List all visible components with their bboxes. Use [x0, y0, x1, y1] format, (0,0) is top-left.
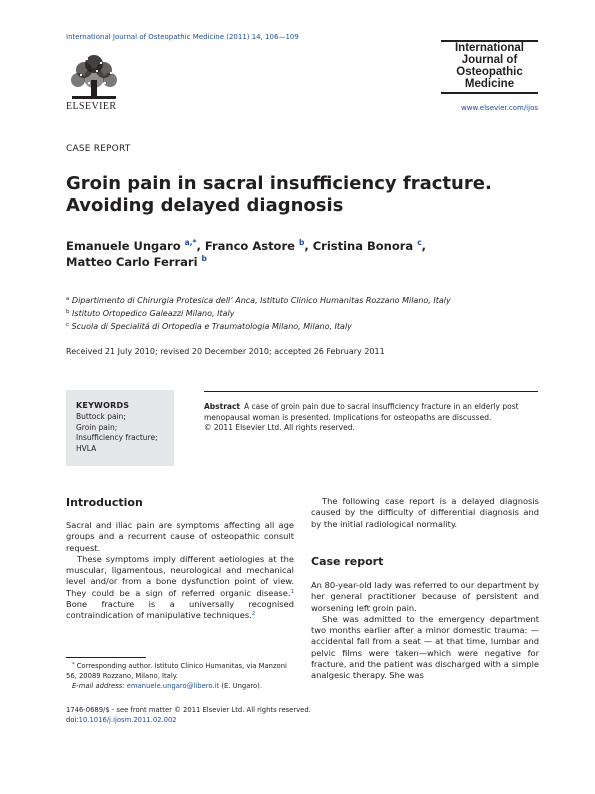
front-matter-line: 1746-0689/$ - see front matter © 2011 Elsevier Ltd. All rights reserved.: [66, 706, 311, 714]
paragraph: She was admitted to the emergency department two months earlier after a minor domestic trauma: — accidental fall from a seat — at that time, lumbar and pelvic films were taken—which were negative for fracture, and the patient was discharged with a simple analgesic therapy. She was: [311, 613, 539, 681]
journal-url-link[interactable]: www.elsevier.com/ijos: [461, 104, 538, 112]
masthead-line: International: [454, 42, 524, 54]
affiliation-text: Istituto Ortopedico Galeazzi Milano, Italy: [72, 309, 235, 318]
masthead-line: Osteopathic: [456, 66, 523, 78]
paragraph-text: These symptoms imply different aetiologies at the muscular, ligamentous, neurological and mechanical level and/or from a bone dysfunction point of view. They could be a sign of referred organic disease.: [66, 553, 294, 598]
reference-link[interactable]: 2: [251, 611, 256, 618]
affiliation-text: Dipartimento di Chirurgia Protesica dell’ Anca, Istituto Clinico Humanitas Rozzano Milano, Italy: [71, 296, 451, 305]
keyword: Buttock pain;: [76, 412, 126, 421]
affiliation-marker: b: [66, 309, 70, 315]
affiliation-list: [66, 294, 536, 333]
author-separator: ,: [196, 239, 201, 253]
elsevier-tree-logo: [66, 52, 122, 104]
title-line: Groin pain in sacral insufficiency fracture.: [66, 173, 492, 194]
affiliation: [66, 294, 536, 307]
affiliation-text: Scuola di Specialitá di Ortopedia e Traumatologia Milano, Milano, Italy: [71, 322, 352, 331]
reference-link[interactable]: 1: [290, 588, 294, 595]
doi-link[interactable]: 10.1016/j.ijosm.2011.02.002: [78, 716, 177, 724]
keyword: Insufficiency fracture;: [76, 433, 158, 442]
abstract: [204, 402, 542, 434]
author-name: Cristina Bonora: [312, 239, 414, 253]
title-line: Avoiding delayed diagnosis: [66, 195, 344, 216]
paragraph: The following case report is a delayed diagnosis caused by the difficulty of differential diagnosis and by the initial radiological normality.: [311, 496, 539, 529]
email-link[interactable]: emanuele.ungaro@libero.it: [126, 682, 220, 690]
author-affil-ref[interactable]: c: [417, 238, 422, 247]
keyword: HVLA: [76, 443, 97, 453]
author-line: [66, 238, 536, 254]
paragraph-text: Bone fracture is a universally recognised contraindication of manipulative techniques.: [66, 599, 294, 621]
publisher-name: ELSEVIER: [66, 101, 117, 112]
affiliation: [66, 320, 536, 333]
journal-masthead: [441, 40, 538, 94]
author-name: Emanuele Ungaro: [66, 239, 181, 253]
affiliation: [66, 307, 536, 320]
masthead-line: Journal of: [461, 54, 518, 66]
doi-line: [66, 715, 311, 725]
case-report-body: [311, 580, 539, 682]
author-line: [66, 254, 536, 270]
author-name: Franco Astore: [204, 239, 295, 253]
corresponding-author-footnote: [66, 661, 294, 691]
affiliation-marker: a: [66, 296, 70, 302]
footnote-body: Corresponding author. Istituto Clinico Humanitas, via Manzoni 56, 20089 Rozzano, Milano, Italy.: [66, 662, 287, 680]
doi-prefix: doi:: [66, 716, 79, 724]
author-list: [66, 238, 536, 270]
author-separator: ,: [304, 239, 309, 253]
introduction-heading: Introduction: [66, 496, 143, 509]
article-type: CASE REPORT: [66, 144, 131, 154]
email-label: E-mail address:: [72, 682, 125, 690]
author-affil-ref[interactable]: b: [298, 238, 305, 247]
author-separator: ,: [421, 239, 427, 253]
masthead-bottom-rule: [441, 92, 538, 94]
author-name: Matteo Carlo Ferrari: [66, 255, 198, 269]
footnote-marker: *: [72, 662, 75, 668]
abstract-divider: [204, 391, 538, 392]
paragraph: An 80-year-old lady was referred to our department by her general practitioner because of persistent and worsening left groin pain.: [311, 580, 539, 613]
paragraph: [66, 554, 294, 622]
author-affil-ref[interactable]: a,*: [184, 238, 197, 247]
email-suffix: (E. Ungaro).: [221, 682, 262, 690]
footnote-email: [66, 681, 294, 691]
right-column-intro: [311, 496, 539, 530]
keyword: Groin pain;: [76, 422, 118, 432]
keywords-title: KEYWORDS: [76, 401, 130, 410]
page-footer: [66, 705, 311, 725]
footnote-divider: [66, 657, 146, 658]
keywords-list: [76, 412, 158, 454]
received-dates: Received 21 July 2010; revised 20 December 2010; accepted 26 February 2011: [66, 347, 385, 356]
affiliation-marker: c: [66, 322, 70, 328]
keywords-box: [66, 390, 174, 466]
introduction-body: [66, 520, 294, 622]
abstract-text: A case of groin pain due to sacral insufficiency fracture in an elderly post menopausal woman is presented. Implications for osteopaths are discussed.: [204, 402, 519, 422]
paragraph: Sacral and iliac pain are symptoms affecting all age groups and a recurrent cause of osteopathic consult request.: [66, 520, 294, 553]
case-report-heading: Case report: [311, 555, 384, 568]
footnote-text: [66, 661, 294, 681]
abstract-copyright: © 2011 Elsevier Ltd. All rights reserved.: [204, 423, 355, 432]
author-affil-ref[interactable]: b: [201, 254, 207, 263]
abstract-label: Abstract: [204, 402, 241, 411]
masthead-line: Medicine: [464, 78, 515, 90]
article-title: [66, 173, 536, 217]
journal-citation[interactable]: International Journal of Osteopathic Medicine (2011) 14, 106—109: [66, 33, 299, 41]
